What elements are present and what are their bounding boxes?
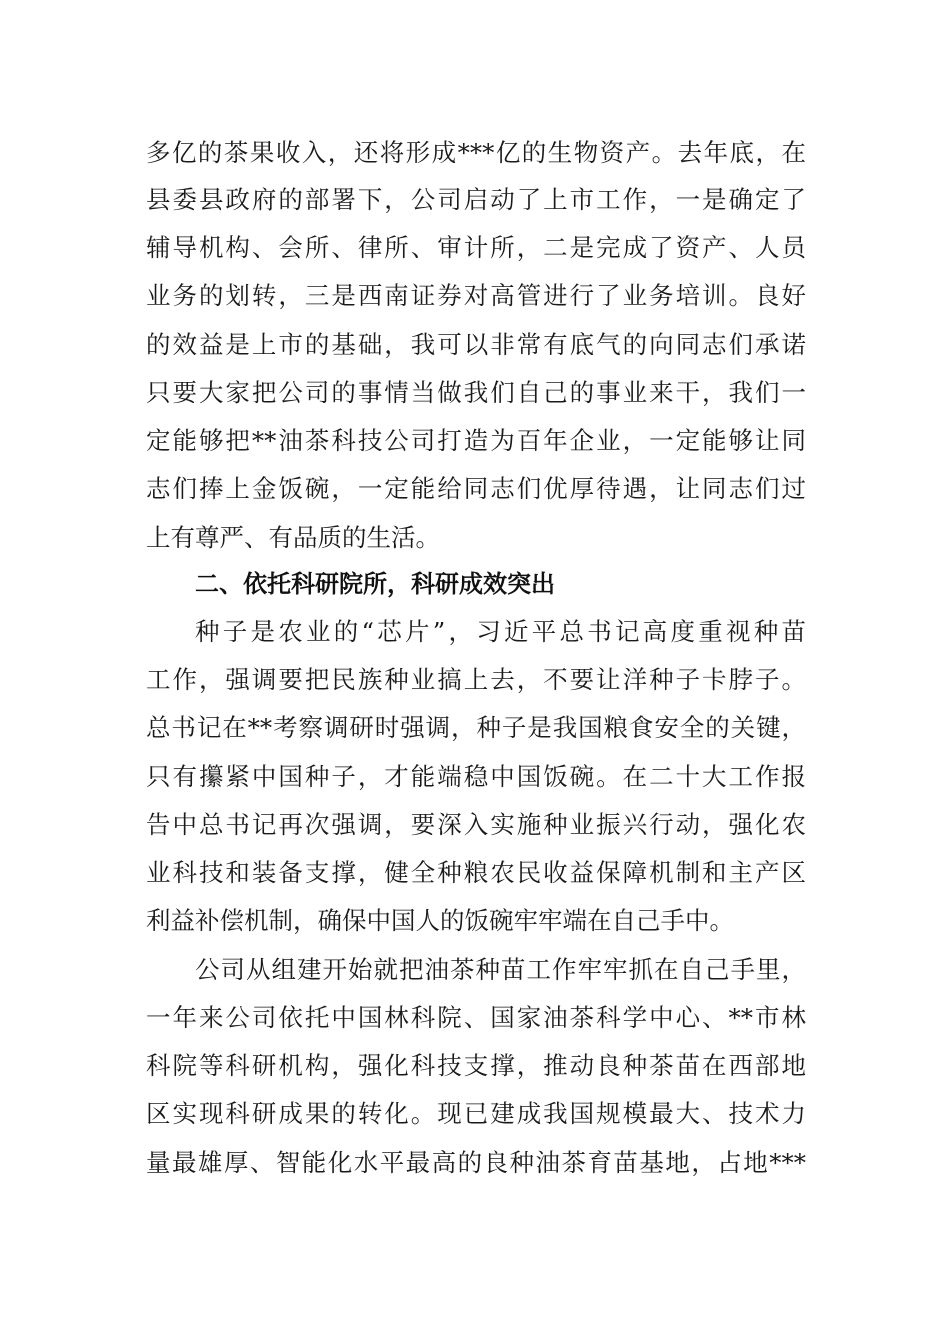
paragraph-1-line: 业务的划转，三是西南证券对高管进行了业务培训。良好 <box>146 281 806 310</box>
paragraph-3-line: 区实现科研成果的转化。现已建成我国规模最大、技术力 <box>146 1099 806 1128</box>
paragraph-3-line: 科院等科研机构，强化科技支撑，推动良种茶苗在西部地 <box>146 1051 806 1080</box>
paragraph-1-line: 志们捧上金饭碗，一定能给同志们优厚待遇，让同志们过 <box>146 474 806 503</box>
paragraph-1-line: 定能够把**油茶科技公司打造为百年企业，一定能够让同 <box>146 426 806 455</box>
paragraph-1-line: 只要大家把公司的事情当做我们自己的事业来干，我们一 <box>146 378 806 407</box>
paragraph-2-line: 工作，强调要把民族种业搞上去，不要让洋种子卡脖子。 <box>146 665 806 694</box>
paragraph-1-line: 多亿的茶果收入，还将形成***亿的生物资产。去年底，在 <box>146 138 806 167</box>
paragraph-3-line: 一年来公司依托中国林科院、国家油茶科学中心、**市林 <box>146 1003 806 1032</box>
paragraph-2-line: 只有攥紧中国种子，才能端稳中国饭碗。在二十大工作报 <box>146 762 806 791</box>
paragraph-2-line: 业科技和装备支撑，健全种粮农民收益保障机制和主产区 <box>146 858 806 887</box>
paragraph-2-line: 种子是农业的“芯片”，习近平总书记高度重视种苗 <box>195 617 806 646</box>
paragraph-1-line: 上有尊严、有品质的生活。 <box>146 523 440 552</box>
paragraph-2-line: 利益补偿机制，确保中国人的饭碗牢牢端在自己手中。 <box>146 906 734 935</box>
paragraph-2-line: 告中总书记再次强调，要深入实施种业振兴行动，强化农 <box>146 810 806 839</box>
paragraph-3-line: 公司从组建开始就把油茶种苗工作牢牢抓在自己手里， <box>195 955 806 984</box>
paragraph-1-line: 的效益是上市的基础，我可以非常有底气的向同志们承诺 <box>146 330 806 359</box>
section-heading: 二、依托科研院所，科研成效突出 <box>195 570 555 598</box>
paragraph-2-line: 总书记在**考察调研时强调，种子是我国粮食安全的关键， <box>146 713 806 742</box>
paragraph-3-line: 量最雄厚、智能化水平最高的良种油茶育苗基地，占地*** <box>146 1148 806 1177</box>
paragraph-1-line: 辅导机构、会所、律所、审计所，二是完成了资产、人员 <box>146 233 806 262</box>
paragraph-1-line: 县委县政府的部署下，公司启动了上市工作，一是确定了 <box>146 185 806 214</box>
